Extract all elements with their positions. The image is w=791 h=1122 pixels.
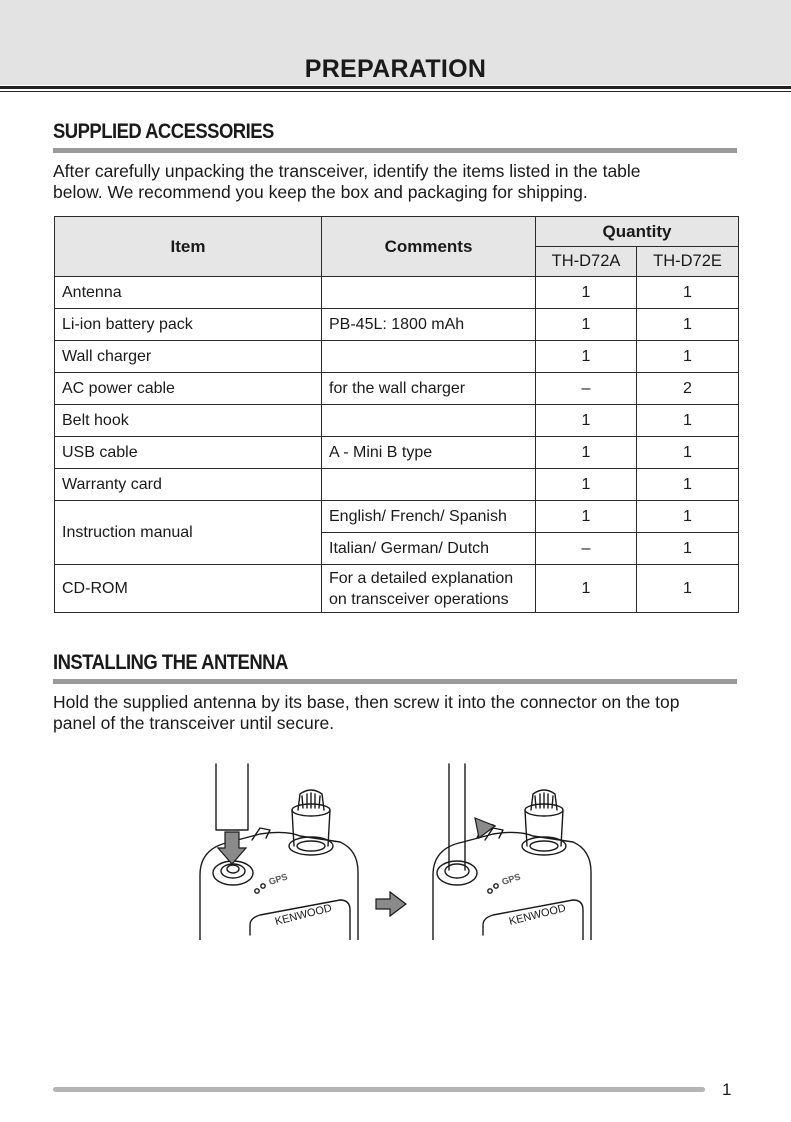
intro-line: After carefully unpacking the transceiver, identify the items listed in the table	[53, 161, 641, 181]
cell-qty-a: –	[536, 533, 637, 565]
section-rule	[53, 148, 737, 153]
cell-qty-e: 1	[637, 405, 739, 437]
cell-qty-a: 1	[536, 469, 637, 501]
cell-qty-a: 1	[536, 341, 637, 373]
cell-qty-a: 1	[536, 405, 637, 437]
cell-qty-e: 1	[637, 533, 739, 565]
col-header-item: Item	[55, 217, 322, 277]
title-rule	[0, 86, 791, 89]
cell-item: Instruction manual	[55, 501, 322, 565]
table-row	[55, 277, 739, 309]
col-header-comments: Comments	[322, 217, 536, 277]
table-row	[55, 309, 739, 341]
table-row	[55, 341, 739, 373]
table-row	[55, 469, 739, 501]
cell-item: CD-ROM	[55, 565, 322, 613]
down-arrow-icon	[218, 832, 246, 864]
rotate-arrow-icon	[475, 818, 495, 838]
table-row	[55, 501, 739, 533]
cell-qty-e: 1	[637, 341, 739, 373]
section-heading-installing-antenna: INSTALLING THE ANTENNA	[53, 651, 288, 674]
cell-item: Belt hook	[55, 405, 322, 437]
title-rule-thin	[0, 91, 791, 92]
cell-comment: for the wall charger	[322, 373, 536, 405]
cell-item: USB cable	[55, 437, 322, 469]
page-title: PREPARATION	[304, 55, 487, 83]
cell-comment	[322, 565, 536, 613]
footer-rule	[53, 1087, 705, 1092]
cell-comment	[322, 469, 536, 501]
cell-comment	[322, 405, 536, 437]
accessories-table	[54, 216, 739, 613]
cell-qty-e: 2	[637, 373, 739, 405]
gps-label-right: GPS	[500, 871, 522, 887]
antenna-illustration	[190, 760, 610, 940]
section-heading-supplied-accessories: SUPPLIED ACCESSORIES	[53, 120, 274, 143]
page-number: 1	[722, 1080, 732, 1099]
table-row	[55, 405, 739, 437]
right-arrow-icon	[376, 892, 406, 916]
col-header-th-d72e: TH-D72E	[637, 247, 739, 277]
cell-qty-e: 1	[637, 437, 739, 469]
antenna-line: panel of the transceiver until secure.	[53, 713, 335, 733]
table-row	[55, 437, 739, 469]
cell-item: Wall charger	[55, 341, 322, 373]
cell-qty-a: 1	[536, 309, 637, 341]
cell-item: Warranty card	[55, 469, 322, 501]
antenna-installation-figure	[190, 760, 610, 940]
radio-right	[433, 764, 591, 940]
comment-line: For a detailed explanation	[329, 569, 514, 587]
table-row	[55, 565, 739, 613]
cell-comment: PB-45L: 1800 mAh	[322, 309, 536, 341]
cell-qty-a: 1	[536, 501, 637, 533]
col-header-quantity: Quantity	[536, 217, 739, 247]
table-row	[55, 373, 739, 405]
brand-label-left: KENWOOD	[273, 902, 334, 928]
cell-qty-a: 1	[536, 437, 637, 469]
intro-paragraph	[53, 161, 743, 203]
cell-item: Antenna	[55, 277, 322, 309]
cell-comment: Italian/ German/ Dutch	[322, 533, 536, 565]
cell-qty-e: 1	[637, 469, 739, 501]
cell-qty-a: 1	[536, 565, 637, 613]
cell-comment	[322, 341, 536, 373]
gps-label-left: GPS	[267, 871, 289, 887]
cell-comment: A - Mini B type	[322, 437, 536, 469]
cell-qty-e: 1	[637, 565, 739, 613]
cell-item: Li-ion battery pack	[55, 309, 322, 341]
cell-qty-e: 1	[637, 277, 739, 309]
cell-comment	[322, 277, 536, 309]
col-header-th-d72a: TH-D72A	[536, 247, 637, 277]
cell-qty-a: –	[536, 373, 637, 405]
section-rule	[53, 679, 737, 684]
cell-qty-e: 1	[637, 501, 739, 533]
intro-line: below. We recommend you keep the box and packaging for shipping.	[53, 182, 588, 202]
antenna-line: Hold the supplied antenna by its base, then screw it into the connector on the top	[53, 692, 680, 712]
cell-qty-e: 1	[637, 309, 739, 341]
cell-item: AC power cable	[55, 373, 322, 405]
comment-line: on transceiver operations	[329, 590, 509, 608]
cell-qty-a: 1	[536, 277, 637, 309]
cell-comment: English/ French/ Spanish	[322, 501, 536, 533]
antenna-paragraph	[53, 692, 743, 734]
brand-label-right: KENWOOD	[507, 902, 568, 928]
